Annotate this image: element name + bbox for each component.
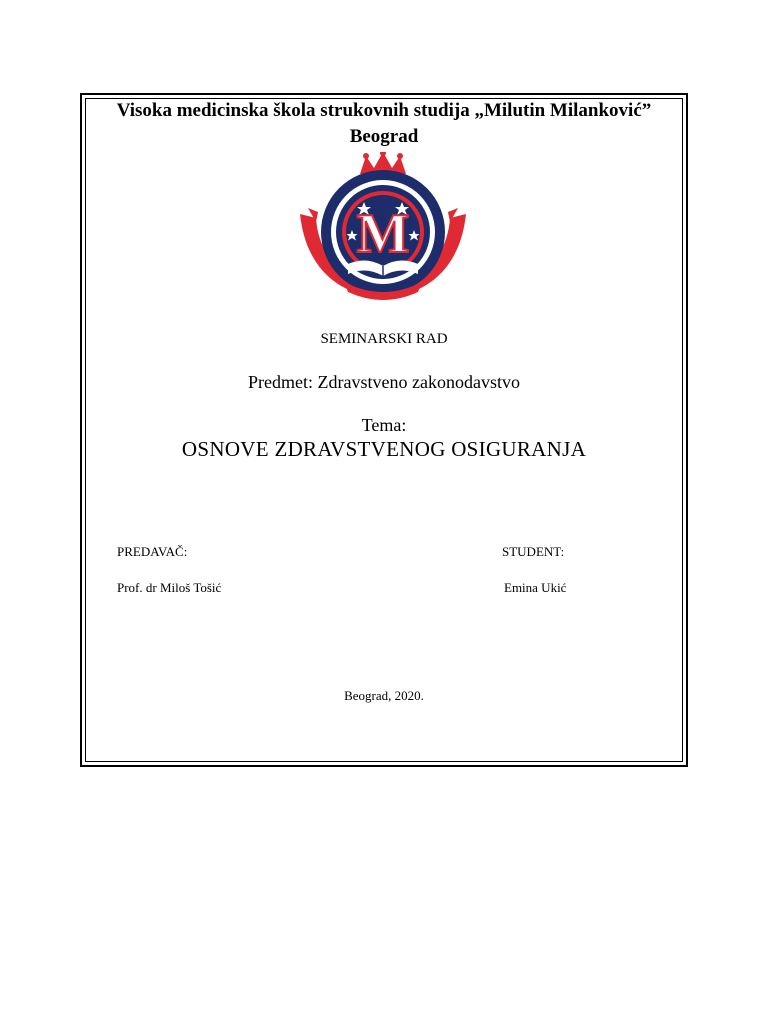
document-type: SEMINARSKI RAD — [320, 331, 448, 347]
subject-line: Predmet: Zdravstveno zakonodavstvo — [248, 372, 520, 392]
topic-title: OSNOVE ZDRAVSTVENOG OSIGURANJA — [181, 437, 587, 461]
school-city: Beograd — [349, 126, 419, 147]
place-date: Beograd, 2020. — [344, 688, 424, 703]
school-name: Visoka medicinska škola strukovnih studija „Milutin Milanković” — [116, 100, 652, 121]
lecturer-name: Prof. dr Miloš Tošić — [117, 580, 222, 595]
logo-letter: M — [356, 203, 410, 265]
topic-label: Tema: — [361, 415, 407, 435]
lecturer-label: PREDAVAČ: — [117, 544, 188, 559]
student-name: Emina Ukić — [504, 580, 567, 595]
school-logo — [294, 152, 472, 304]
student-label: STUDENT: — [502, 544, 565, 559]
